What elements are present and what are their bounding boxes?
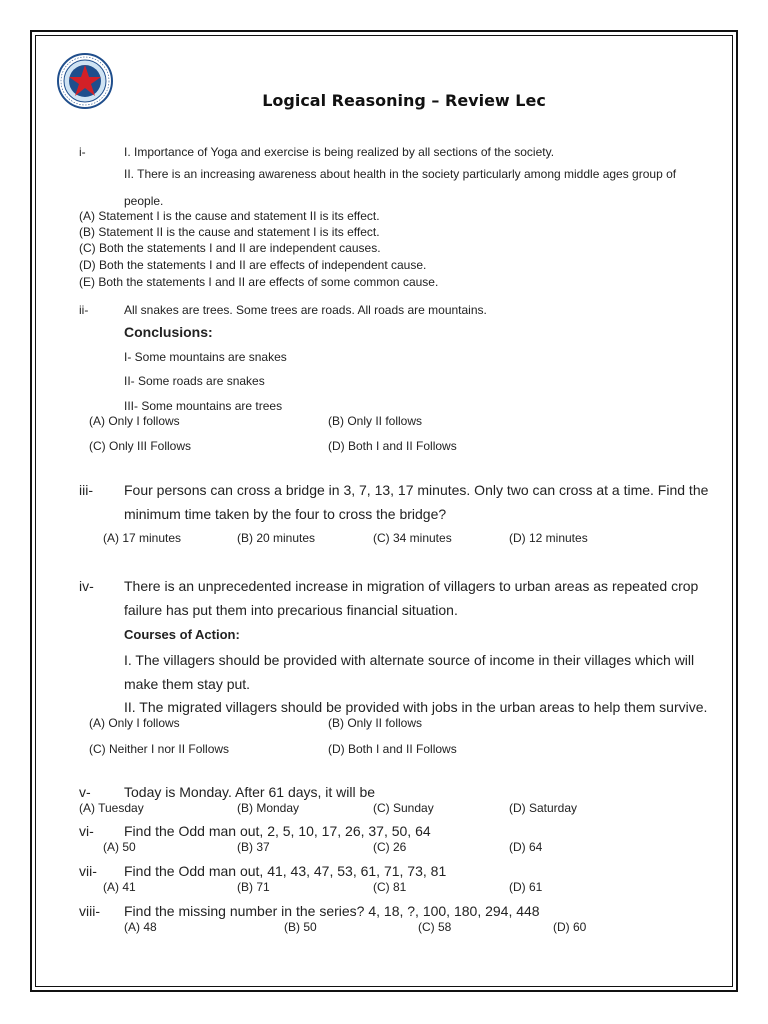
question-text: Find the Odd man out, 41, 43, 47, 53, 61, 71, 73, 81 — [124, 863, 447, 879]
option-b: (B) Only II follows — [328, 716, 423, 730]
option-b: (B) 37 — [237, 840, 270, 854]
conclusions-heading: Conclusions: — [124, 324, 213, 340]
course-2: II. The migrated villagers should be provided with jobs in the urban areas to help them survive. — [124, 699, 708, 715]
option-d: (D) 61 — [509, 880, 543, 894]
option-b: (B) 20 minutes — [237, 531, 316, 545]
question-number: vi- — [79, 823, 94, 839]
option-line: (A) Statement I is the cause and statement II is its effect. — [79, 209, 380, 223]
page-title: Logical Reasoning – Review Lec — [262, 91, 546, 110]
question-text: There is an unprecedented increase in migration of villagers to urban areas as repeated crop — [124, 578, 699, 594]
option-line: (B) Statement II is the cause and statement I is its effect. — [79, 225, 380, 239]
option-c: (C) 26 — [373, 840, 407, 854]
option-b: (B) 50 — [284, 920, 317, 934]
option-d: (D) Both I and II Follows — [328, 439, 457, 453]
option-c: (C) 58 — [418, 920, 452, 934]
question-number: ii- — [79, 303, 89, 317]
option-a: (A) 17 minutes — [103, 531, 182, 545]
question-number: v- — [79, 784, 91, 800]
option-a: (A) 50 — [103, 840, 136, 854]
option-line: (E) Both the statements I and II are effects of some common cause. — [79, 275, 439, 289]
option-d: (D) 12 minutes — [509, 531, 588, 545]
course-1: I. The villagers should be provided with alternate source of income in their villages which will — [124, 652, 695, 668]
option-a: (A) Tuesday — [79, 801, 144, 815]
question-text: Find the missing number in the series? 4, 18, ?, 100, 180, 294, 448 — [124, 903, 540, 919]
option-d: (D) Saturday — [509, 801, 578, 815]
question-number: vii- — [79, 863, 97, 879]
option-a: (A) 48 — [124, 920, 157, 934]
option-line: (C) Both the statements I and II are independent causes. — [79, 241, 381, 255]
statement-2: II. There is an increasing awareness about health in the society particularly among middle ages group of — [124, 167, 677, 181]
question-number: viii- — [79, 903, 100, 919]
option-a: (A) Only I follows — [89, 716, 180, 730]
option-c: (C) 81 — [373, 880, 407, 894]
option-c: (C) Neither I nor II Follows — [89, 742, 230, 756]
option-c: (C) Only III Follows — [89, 439, 192, 453]
option-d: (D) 64 — [509, 840, 543, 854]
courses-heading: Courses of Action: — [124, 627, 240, 642]
option-d: (D) 60 — [553, 920, 587, 934]
option-b: (B) Only II follows — [328, 414, 423, 428]
conclusion-item: I- Some mountains are snakes — [124, 350, 287, 364]
option-line: (D) Both the statements I and II are effects of independent cause. — [79, 258, 427, 272]
course-1-cont: make them stay put. — [124, 676, 251, 692]
question-text: Today is Monday. After 61 days, it will be — [124, 784, 376, 800]
option-c: (C) Sunday — [373, 801, 434, 815]
conclusion-item: II- Some roads are snakes — [124, 374, 265, 388]
conclusion-item: III- Some mountains are trees — [124, 399, 283, 413]
question-text: All snakes are trees. Some trees are roads. All roads are mountains. — [124, 303, 487, 317]
question-number: iv- — [79, 578, 94, 594]
option-b: (B) 71 — [237, 880, 270, 894]
option-d: (D) Both I and II Follows — [328, 742, 457, 756]
question-number: iii- — [79, 482, 93, 498]
question-text: Four persons can cross a bridge in 3, 7, 13, 17 minutes. Only two can cross at a time. Find the — [124, 482, 709, 498]
option-a: (A) 41 — [103, 880, 136, 894]
question-text-cont: failure has put them into precarious financial situation. — [124, 602, 458, 618]
statement-1: I. Importance of Yoga and exercise is being realized by all sections of the society. — [124, 145, 555, 159]
question-text-cont: minimum time taken by the four to cross the bridge? — [124, 506, 447, 522]
option-a: (A) Only I follows — [89, 414, 180, 428]
option-c: (C) 34 minutes — [373, 531, 452, 545]
question-number: i- — [79, 145, 86, 159]
option-b: (B) Monday — [237, 801, 300, 815]
question-text: Find the Odd man out, 2, 5, 10, 17, 26, 37, 50, 64 — [124, 823, 431, 839]
statement-2-cont: people. — [124, 194, 164, 208]
